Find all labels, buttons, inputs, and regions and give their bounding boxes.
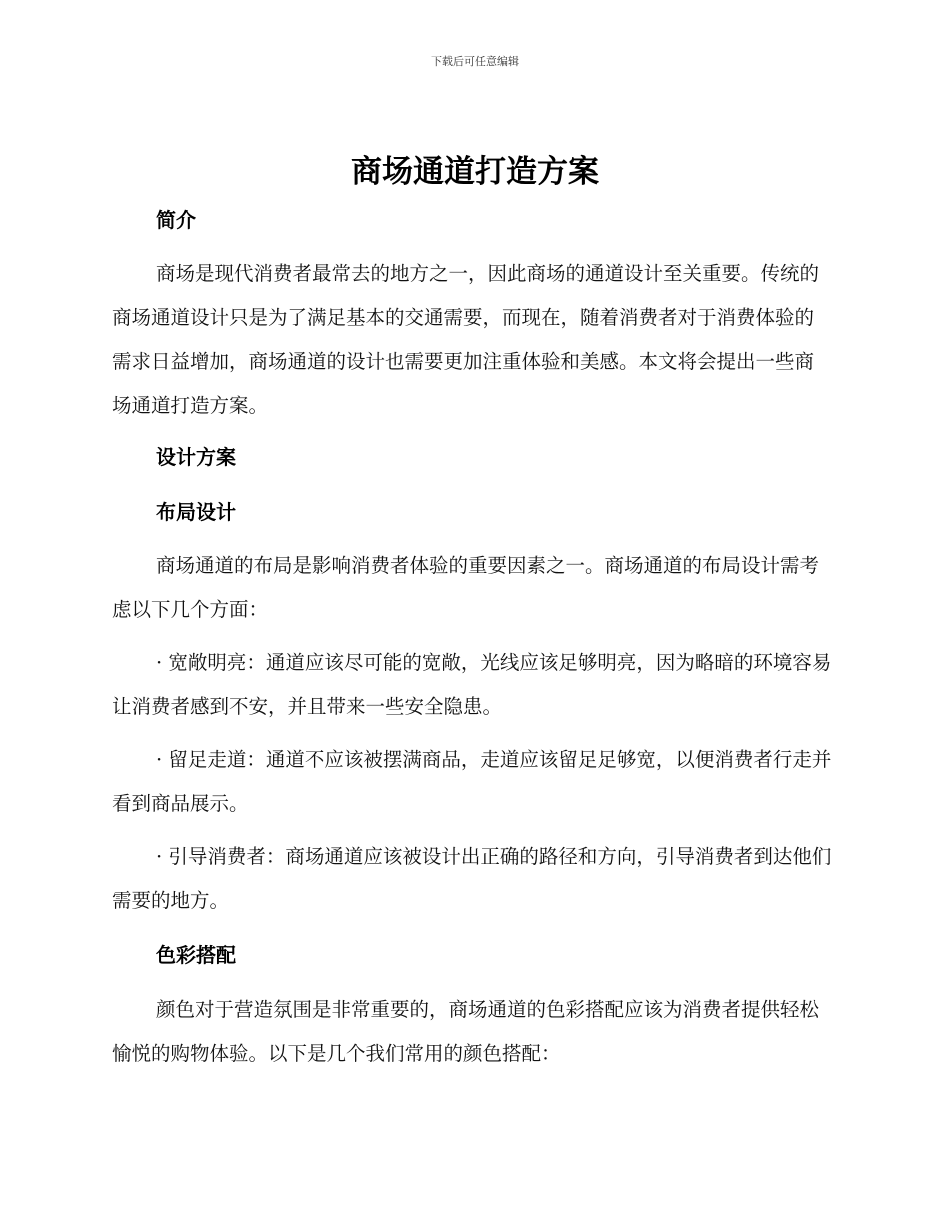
- subsection-heading-color: 色彩搭配: [156, 943, 236, 967]
- paragraph-color: 颜色对于营造氛围是非常重要的，商场通道的色彩搭配应该为消费者提供轻松愉悦的购物体验。以下是几个我们常用的颜色搭配：: [112, 998, 820, 1065]
- section-heading-design: 设计方案: [156, 445, 236, 469]
- subsection-heading-layout: 布局设计: [156, 500, 236, 524]
- list-item-layout-guide: · 引导消费者：商场通道应该被设计出正确的路径和方向，引导消费者到达他们需要的地方。: [112, 845, 832, 912]
- list-item-layout-bright: · 宽敞明亮：通道应该尽可能的宽敞，光线应该足够明亮，因为略暗的环境容易让消费者感到不安，并且带来一些安全隐患。: [112, 651, 832, 718]
- section-heading-intro: 简介: [156, 208, 196, 232]
- list-item-layout-walkway: · 留足走道：通道不应该被摆满商品，走道应该留足足够宽，以便消费者行走并看到商品展示。: [112, 748, 832, 815]
- page-header-note: 下载后可任意编辑: [431, 55, 519, 68]
- paragraph-layout: 商场通道的布局是影响消费者体验的重要因素之一。商场通道的布局设计需考虑以下几个方面：: [112, 554, 820, 621]
- paragraph-intro: 商场是现代消费者最常去的地方之一，因此商场的通道设计至关重要。传统的商场通道设计只是为了满足基本的交通需要，而现在，随着消费者对于消费体验的需求日益增加，商场通道的设计也需要更加注重体验和美感。本文将会提出一些商场通道打造方案。: [112, 262, 820, 417]
- document-title: 商场通道打造方案: [351, 154, 599, 190]
